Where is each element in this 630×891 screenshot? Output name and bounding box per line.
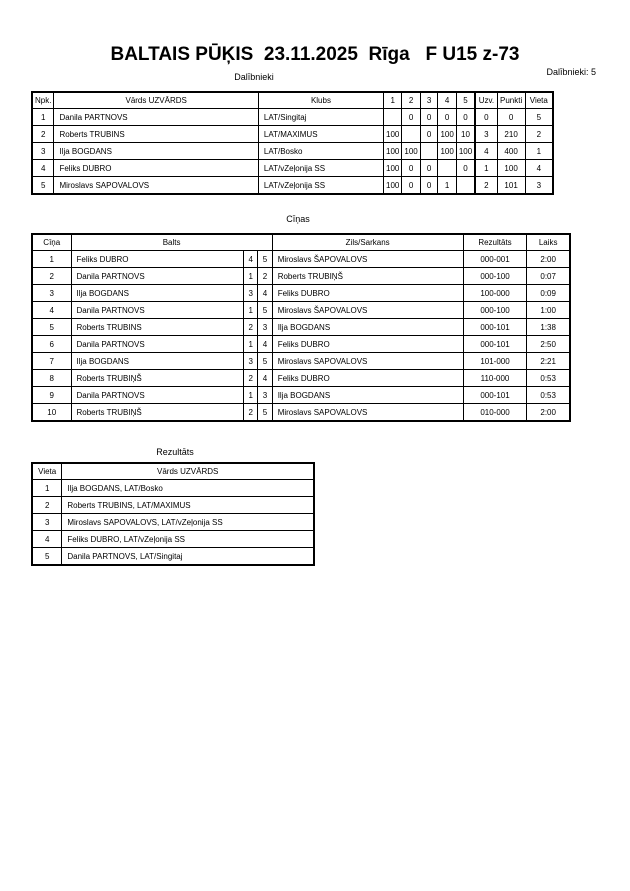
fight-time: 0:53 bbox=[527, 387, 570, 404]
fights-table bbox=[31, 233, 571, 422]
col-name: Vārds UZVĀRDS bbox=[54, 92, 258, 109]
fight-result: 000-101 bbox=[463, 319, 527, 336]
fight-result: 000-001 bbox=[463, 251, 527, 268]
fight-row bbox=[32, 302, 570, 319]
participant-wins: 2 bbox=[475, 177, 497, 195]
white-number: 1 bbox=[243, 387, 257, 404]
blue-number: 2 bbox=[258, 268, 272, 285]
participant-club: LAT/Bosko bbox=[258, 143, 383, 160]
blue-fighter: Feliks DUBRO bbox=[272, 285, 463, 302]
col-npk: Npk. bbox=[32, 92, 54, 109]
fight-time: 2:50 bbox=[527, 336, 570, 353]
fight-row bbox=[32, 404, 570, 422]
fight-result: 110-000 bbox=[463, 370, 527, 387]
score-cell: 100 bbox=[384, 177, 402, 195]
participant-points: 100 bbox=[497, 160, 525, 177]
result-row bbox=[32, 480, 314, 497]
results-header-row bbox=[32, 463, 314, 480]
blue-number: 5 bbox=[258, 353, 272, 370]
fight-row bbox=[32, 336, 570, 353]
white-number: 3 bbox=[243, 353, 257, 370]
fight-number: 8 bbox=[32, 370, 71, 387]
blue-fighter: Miroslavs SAPOVALOVS bbox=[272, 353, 463, 370]
col-blue: Zils/Sarkans bbox=[272, 234, 463, 251]
fight-row bbox=[32, 285, 570, 302]
result-row bbox=[32, 514, 314, 531]
participant-club: LAT/vZeļonija SS bbox=[258, 160, 383, 177]
blue-fighter: Feliks DUBRO bbox=[272, 336, 463, 353]
participant-points: 0 bbox=[497, 109, 525, 126]
fight-row bbox=[32, 387, 570, 404]
participant-club: LAT/vZeļonija SS bbox=[258, 177, 383, 195]
result-place: 3 bbox=[32, 514, 62, 531]
fight-number: 3 bbox=[32, 285, 71, 302]
fight-number: 7 bbox=[32, 353, 71, 370]
white-fighter: Roberts TRUBIŅŠ bbox=[71, 404, 243, 422]
white-fighter: Danila PARTNOVS bbox=[71, 268, 243, 285]
participant-name: Danila PARTNOVS bbox=[54, 109, 258, 126]
white-number: 2 bbox=[243, 370, 257, 387]
blue-number: 5 bbox=[258, 404, 272, 422]
score-cell: 0 bbox=[420, 160, 438, 177]
fight-row bbox=[32, 370, 570, 387]
white-fighter: Ilja BOGDANS bbox=[71, 285, 243, 302]
participants-count: Dalībnieki: 5 bbox=[546, 67, 596, 77]
score-cell: 0 bbox=[456, 109, 475, 126]
blue-number: 5 bbox=[258, 251, 272, 268]
result-name: Roberts TRUBINS, LAT/MAXIMUS bbox=[62, 497, 314, 514]
fight-time: 2:21 bbox=[527, 353, 570, 370]
fight-result: 000-101 bbox=[463, 336, 527, 353]
col-place: Vieta bbox=[32, 463, 62, 480]
participant-name: Roberts TRUBINS bbox=[54, 126, 258, 143]
fight-number: 5 bbox=[32, 319, 71, 336]
fight-time: 2:00 bbox=[527, 251, 570, 268]
score-cell: 0 bbox=[456, 160, 475, 177]
col-club: Klubs bbox=[258, 92, 383, 109]
participant-place: 4 bbox=[525, 160, 553, 177]
participant-place: 2 bbox=[525, 126, 553, 143]
fight-number: 4 bbox=[32, 302, 71, 319]
score-cell: 0 bbox=[420, 109, 438, 126]
participant-number: 2 bbox=[32, 126, 54, 143]
score-cell bbox=[402, 126, 420, 143]
fight-result: 100-000 bbox=[463, 285, 527, 302]
participant-wins: 4 bbox=[475, 143, 497, 160]
score-cell: 0 bbox=[402, 109, 420, 126]
participants-table bbox=[31, 91, 554, 195]
white-number: 1 bbox=[243, 302, 257, 319]
score-cell: 0 bbox=[438, 109, 456, 126]
fights-header-row bbox=[32, 234, 570, 251]
participant-club: LAT/MAXIMUS bbox=[258, 126, 383, 143]
fight-result: 010-000 bbox=[463, 404, 527, 422]
col-3: 3 bbox=[420, 92, 438, 109]
fight-time: 0:07 bbox=[527, 268, 570, 285]
fight-time: 1:38 bbox=[527, 319, 570, 336]
col-result: Rezultāts bbox=[463, 234, 527, 251]
fight-number: 1 bbox=[32, 251, 71, 268]
blue-fighter: Miroslavs ŠAPOVALOVS bbox=[272, 251, 463, 268]
score-cell bbox=[456, 177, 475, 195]
fight-number: 10 bbox=[32, 404, 71, 422]
results-table bbox=[31, 462, 315, 566]
participant-row bbox=[32, 143, 553, 160]
score-cell: 0 bbox=[402, 177, 420, 195]
white-fighter: Danila PARTNOVS bbox=[71, 302, 243, 319]
score-cell bbox=[420, 143, 438, 160]
result-place: 4 bbox=[32, 531, 62, 548]
score-cell: 0 bbox=[420, 177, 438, 195]
participant-points: 400 bbox=[497, 143, 525, 160]
blue-number: 3 bbox=[258, 387, 272, 404]
white-number: 4 bbox=[243, 251, 257, 268]
participant-row bbox=[32, 160, 553, 177]
fight-time: 0:53 bbox=[527, 370, 570, 387]
participant-wins: 0 bbox=[475, 109, 497, 126]
fight-row bbox=[32, 268, 570, 285]
white-fighter: Roberts TRUBIŅŠ bbox=[71, 370, 243, 387]
participant-name: Ilja BOGDANS bbox=[54, 143, 258, 160]
score-cell: 100 bbox=[384, 126, 402, 143]
participant-row bbox=[32, 126, 553, 143]
score-cell bbox=[438, 160, 456, 177]
col-fight: Cīņa bbox=[32, 234, 71, 251]
result-name: Feliks DUBRO, LAT/vZeļonija SS bbox=[62, 531, 314, 548]
col-points: Punkti bbox=[497, 92, 525, 109]
score-cell: 10 bbox=[456, 126, 475, 143]
result-place: 2 bbox=[32, 497, 62, 514]
fight-row bbox=[32, 319, 570, 336]
fight-result: 000-100 bbox=[463, 268, 527, 285]
blue-fighter: Ilja BOGDANS bbox=[272, 319, 463, 336]
participant-wins: 1 bbox=[475, 160, 497, 177]
white-fighter: Roberts TRUBINS bbox=[71, 319, 243, 336]
participant-row bbox=[32, 177, 553, 195]
result-row bbox=[32, 548, 314, 566]
participant-number: 3 bbox=[32, 143, 54, 160]
white-fighter: Danila PARTNOVS bbox=[71, 336, 243, 353]
fight-row bbox=[32, 353, 570, 370]
white-fighter: Ilja BOGDANS bbox=[71, 353, 243, 370]
fight-time: 1:00 bbox=[527, 302, 570, 319]
blue-fighter: Miroslavs SAPOVALOVS bbox=[272, 404, 463, 422]
participants-header-row bbox=[32, 92, 553, 109]
result-row bbox=[32, 497, 314, 514]
white-fighter: Feliks DUBRO bbox=[71, 251, 243, 268]
white-number: 2 bbox=[243, 319, 257, 336]
participant-points: 101 bbox=[497, 177, 525, 195]
result-name: Miroslavs SAPOVALOVS, LAT/vZeļonija SS bbox=[62, 514, 314, 531]
participant-row bbox=[32, 109, 553, 126]
white-number: 3 bbox=[243, 285, 257, 302]
participant-number: 4 bbox=[32, 160, 54, 177]
col-1: 1 bbox=[384, 92, 402, 109]
blue-number: 4 bbox=[258, 370, 272, 387]
blue-number: 5 bbox=[258, 302, 272, 319]
fight-result: 101-000 bbox=[463, 353, 527, 370]
result-row bbox=[32, 531, 314, 548]
participant-number: 5 bbox=[32, 177, 54, 195]
participant-points: 210 bbox=[497, 126, 525, 143]
score-cell bbox=[384, 109, 402, 126]
participant-place: 3 bbox=[525, 177, 553, 195]
results-caption: Rezultāts bbox=[156, 447, 194, 457]
participant-number: 1 bbox=[32, 109, 54, 126]
score-cell: 100 bbox=[438, 143, 456, 160]
col-wins: Uzv. bbox=[475, 92, 497, 109]
participant-place: 1 bbox=[525, 143, 553, 160]
score-cell: 100 bbox=[438, 126, 456, 143]
fights-caption: Cīņas bbox=[286, 214, 310, 224]
col-4: 4 bbox=[438, 92, 456, 109]
fight-time: 2:00 bbox=[527, 404, 570, 422]
white-number: 1 bbox=[243, 336, 257, 353]
blue-number: 4 bbox=[258, 336, 272, 353]
participants-caption: Dalībnieki bbox=[234, 72, 274, 82]
white-number: 1 bbox=[243, 268, 257, 285]
fight-number: 2 bbox=[32, 268, 71, 285]
score-cell: 1 bbox=[438, 177, 456, 195]
score-cell: 0 bbox=[420, 126, 438, 143]
col-place: Vieta bbox=[525, 92, 553, 109]
page-title: BALTAIS PŪĶIS 23.11.2025 Rīga F U15 z-73 bbox=[110, 44, 520, 65]
fight-time: 0:09 bbox=[527, 285, 570, 302]
fight-row bbox=[32, 251, 570, 268]
participant-place: 5 bbox=[525, 109, 553, 126]
blue-fighter: Feliks DUBRO bbox=[272, 370, 463, 387]
white-fighter: Danila PARTNOVS bbox=[71, 387, 243, 404]
blue-number: 4 bbox=[258, 285, 272, 302]
blue-fighter: Ilja BOGDANS bbox=[272, 387, 463, 404]
fight-number: 6 bbox=[32, 336, 71, 353]
white-number: 2 bbox=[243, 404, 257, 422]
participant-name: Feliks DUBRO bbox=[54, 160, 258, 177]
col-2: 2 bbox=[402, 92, 420, 109]
result-name: Ilja BOGDANS, LAT/Bosko bbox=[62, 480, 314, 497]
col-name: Vārds UZVĀRDS bbox=[62, 463, 314, 480]
col-white: Balts bbox=[71, 234, 272, 251]
score-cell: 100 bbox=[384, 160, 402, 177]
col-5: 5 bbox=[456, 92, 475, 109]
fight-result: 000-101 bbox=[463, 387, 527, 404]
participant-club: LAT/Singitaj bbox=[258, 109, 383, 126]
score-cell: 100 bbox=[456, 143, 475, 160]
score-cell: 100 bbox=[402, 143, 420, 160]
participant-wins: 3 bbox=[475, 126, 497, 143]
col-time: Laiks bbox=[527, 234, 570, 251]
fight-number: 9 bbox=[32, 387, 71, 404]
fight-result: 000-100 bbox=[463, 302, 527, 319]
blue-fighter: Miroslavs ŠAPOVALOVS bbox=[272, 302, 463, 319]
participant-name: Miroslavs SAPOVALOVS bbox=[54, 177, 258, 195]
result-name: Danila PARTNOVS, LAT/Singitaj bbox=[62, 548, 314, 566]
blue-number: 3 bbox=[258, 319, 272, 336]
score-cell: 100 bbox=[384, 143, 402, 160]
result-place: 5 bbox=[32, 548, 62, 566]
blue-fighter: Roberts TRUBIŅŠ bbox=[272, 268, 463, 285]
result-place: 1 bbox=[32, 480, 62, 497]
score-cell: 0 bbox=[402, 160, 420, 177]
